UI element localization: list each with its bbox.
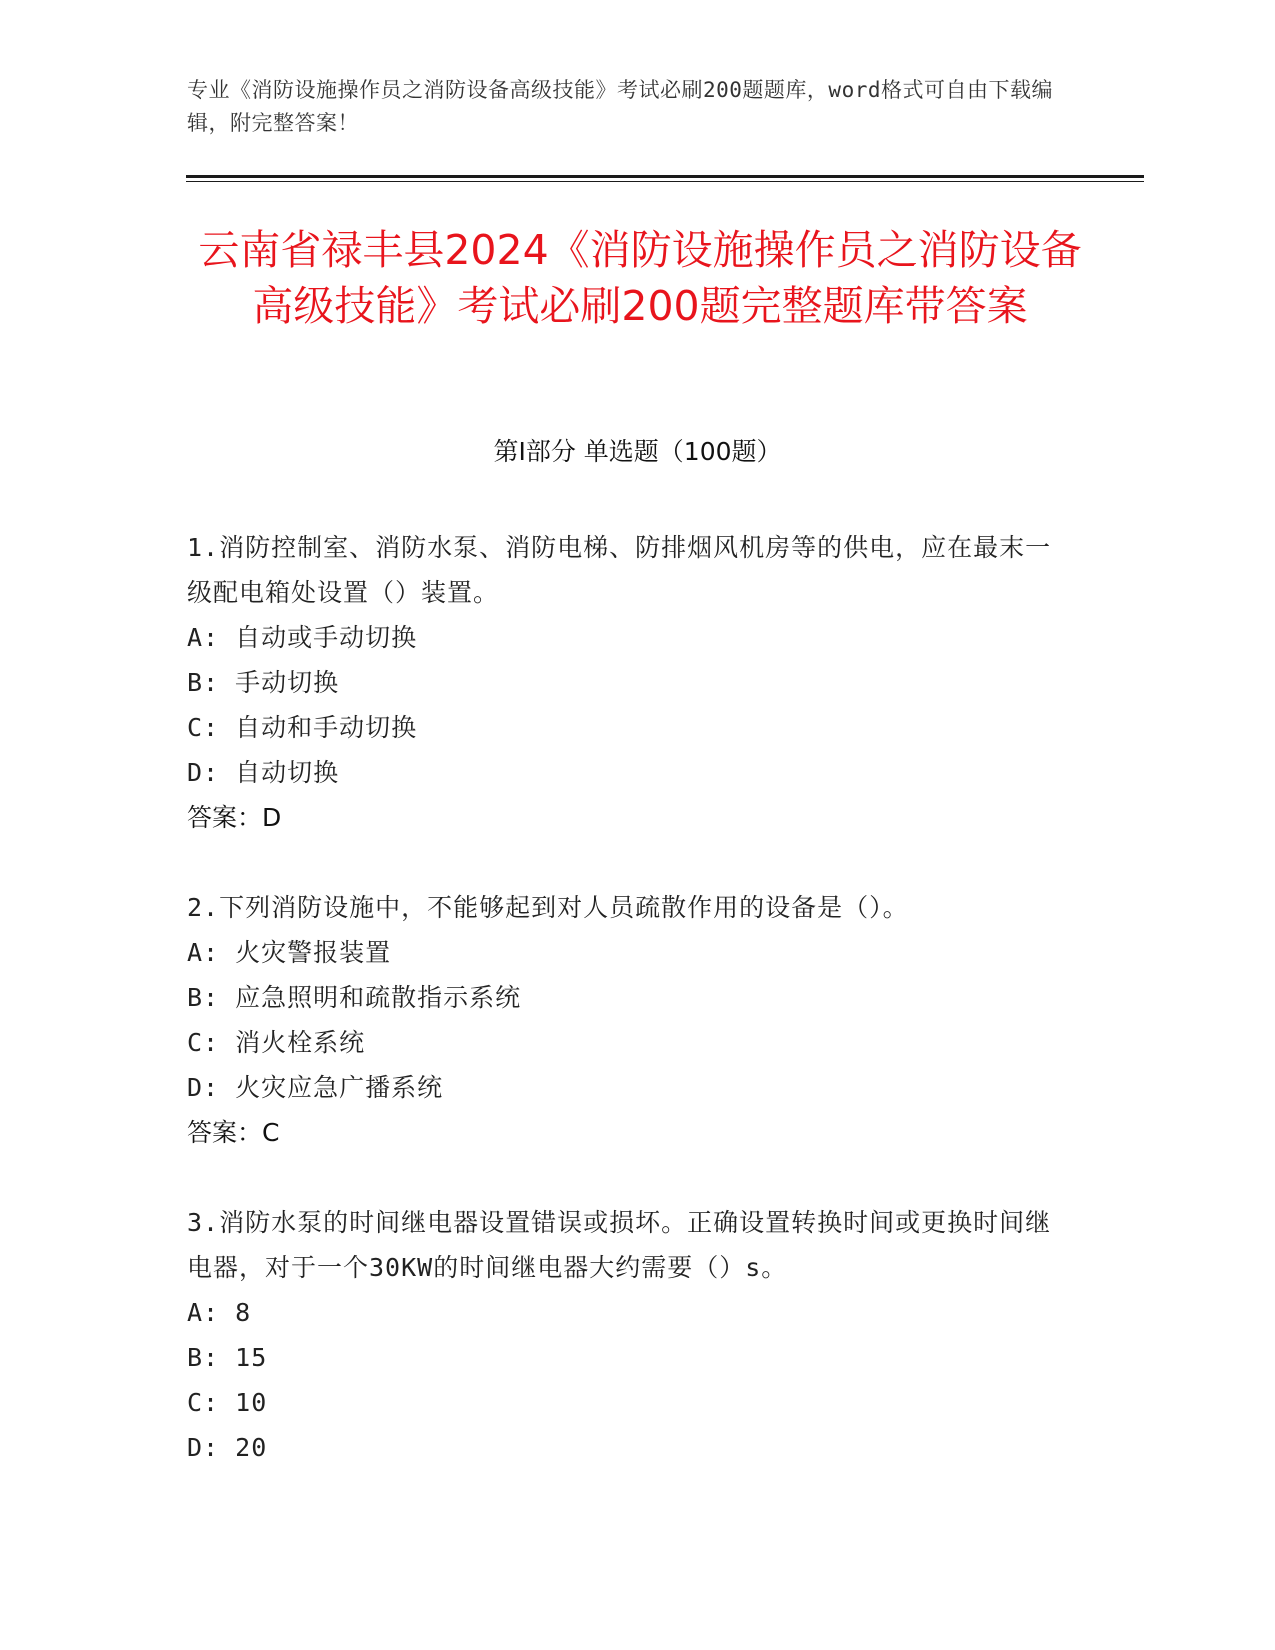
question-option: C: 消火栓系统 xyxy=(187,1028,366,1057)
question-option: A: 自动或手动切换 xyxy=(187,623,418,652)
question-option: B: 手动切换 xyxy=(187,668,340,697)
question-item xyxy=(187,1200,1067,1470)
header-divider-thin xyxy=(186,181,1144,182)
section-heading: 第I部分 单选题（100题） xyxy=(493,437,782,466)
header-divider-thick xyxy=(186,175,1144,178)
question-list xyxy=(187,525,1067,1515)
question-stem: 3.消防水泵的时间继电器设置错误或损坏。正确设置转换时间或更换时间继电器，对于一个30KW的时间继电器大约需要（）s。 xyxy=(187,1208,1052,1282)
question-option: D: 火灾应急广播系统 xyxy=(187,1073,444,1102)
question-option: A: 火灾警报装置 xyxy=(187,938,392,967)
question-option: D: 自动切换 xyxy=(187,758,340,787)
question-option: B: 15 xyxy=(187,1343,268,1372)
document-title: 云南省禄丰县2024《消防设施操作员之消防设备高级技能》考试必刷200题完整题库带答案 xyxy=(198,226,1082,330)
question-option: B: 应急照明和疏散指示系统 xyxy=(187,983,522,1012)
question-option: C: 10 xyxy=(187,1388,268,1417)
question-option: C: 自动和手动切换 xyxy=(187,713,418,742)
question-item xyxy=(187,885,1067,1155)
question-answer: 答案：D xyxy=(187,803,282,832)
question-stem: 1.消防控制室、消防水泵、消防电梯、防排烟风机房等的供电，应在最末一级配电箱处设置（）装置。 xyxy=(187,533,1052,607)
question-stem: 2.下列消防设施中，不能够起到对人员疏散作用的设备是（）。 xyxy=(187,893,909,922)
header-note: 专业《消防设施操作员之消防设备高级技能》考试必刷200题题库，word格式可自由下载编辑，附完整答案！ xyxy=(187,78,1053,135)
question-answer: 答案：C xyxy=(187,1118,280,1147)
question-item xyxy=(187,525,1067,840)
question-option: D: 20 xyxy=(187,1433,268,1462)
question-option: A: 8 xyxy=(187,1298,252,1327)
